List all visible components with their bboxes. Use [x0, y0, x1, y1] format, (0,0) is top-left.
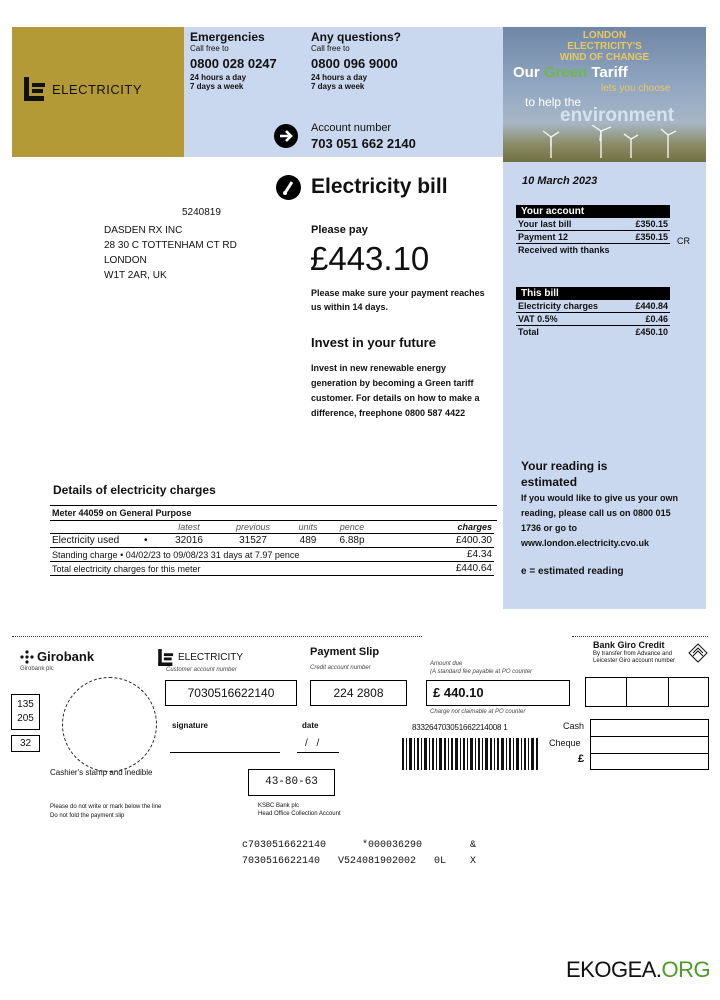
- account-label: Account number: [311, 122, 392, 134]
- reading-title: Your reading is estimated: [521, 459, 608, 489]
- cashier-stamp-area: [62, 677, 157, 772]
- reading-legend: e = estimated reading: [521, 566, 624, 577]
- this-bill-table: [516, 300, 670, 338]
- date-slashes: / /: [305, 738, 323, 749]
- account-number: 703 051 662 2140: [311, 136, 416, 151]
- giro-symbol-icon: [688, 643, 708, 663]
- this-bill-box: [516, 287, 670, 338]
- electricity-logo-icon: [24, 77, 46, 101]
- watermark: EKOGEA.ORG: [566, 957, 711, 982]
- bill-title: Electricity bill: [311, 175, 448, 198]
- payment-note: Please make sure your payment reaches us within 14 days.: [311, 288, 485, 312]
- account-row: Your last bill £350.15: [518, 219, 668, 229]
- girobank-icon: [20, 650, 34, 664]
- this-bill-title: This bill: [516, 287, 670, 300]
- questions-phone: 0800 096 9000: [311, 56, 398, 71]
- micr-line-2: 7030516622140 V524081902002 0L X: [242, 856, 477, 867]
- girobank-sub: Girobank plc: [20, 666, 54, 672]
- please-pay-label: Please pay: [311, 224, 368, 236]
- charges-row: Electricity used • 32016 31527 489 6.88p £400.30: [52, 535, 492, 546]
- date-label: date: [302, 721, 319, 730]
- account-row: Payment 12 £350.15: [518, 232, 668, 242]
- bill-row: VAT 0.5% £0.46: [518, 314, 668, 324]
- questions-days: 7 days a week: [311, 82, 365, 91]
- cash-cheque-boxes[interactable]: [590, 719, 709, 770]
- branch-code-small: 32: [11, 735, 40, 752]
- details-title: Details of electricity charges: [53, 483, 216, 497]
- payment-slip-title: Payment Slip: [310, 646, 380, 658]
- invest-title: Invest in your future: [311, 335, 436, 350]
- brand-logo: [24, 77, 142, 101]
- reading-text: If you would like to give us your own reading, please call us on 0800 015 1736 or go to www.london.electricity.cvo.uk: [521, 493, 679, 548]
- bill-icon: [276, 175, 301, 200]
- brand-name: ELECTRICITY: [52, 81, 143, 97]
- wind-turbines-icon: [503, 125, 706, 164]
- emergencies-call-free: Call free to: [190, 44, 229, 53]
- bill-row: Electricity charges £440.84: [518, 301, 668, 311]
- bank-giro-note: By transfer from Advance and Leicester Giro account number: [593, 651, 676, 664]
- details-table-block: [50, 505, 497, 576]
- customer-address: DASDEN RX INC 28 30 C TOTTENHAM CT RD LONDON W1T 2AR, UK: [104, 225, 237, 281]
- credit-account-field[interactable]: 224 2808: [310, 680, 407, 706]
- credit-marker: CR: [677, 236, 690, 246]
- date-line[interactable]: [297, 752, 339, 753]
- invest-text: Invest in new renewable energy generation by becoming a Green tariff customer. For details on how to make a difference, freephone 0800 587 4422: [311, 363, 480, 418]
- questions-hours: 24 hours a day: [311, 73, 368, 82]
- customer-acc-label: Customer account number: [166, 667, 237, 673]
- sort-code-box: 43-80-63: [248, 769, 335, 796]
- logo-block: [12, 27, 184, 157]
- tear-line: [572, 636, 708, 637]
- emergencies-title: Emergencies: [190, 30, 265, 44]
- your-account-box: [516, 205, 670, 256]
- arrow-right-icon: [274, 124, 298, 148]
- questions-title: Any questions?: [311, 30, 402, 44]
- branch-code-box: 135 205: [11, 694, 40, 730]
- signature-label: signature: [172, 721, 209, 730]
- ad-environment: environment: [560, 105, 675, 126]
- emergencies-block: [190, 30, 300, 91]
- barcode-digits: 833264703051662214008 1: [412, 723, 508, 732]
- signature-line[interactable]: [170, 752, 280, 753]
- slip-brand: ELECTRICITY: [158, 649, 243, 666]
- girobank-logo: Girobank: [20, 649, 94, 664]
- charge-note: Charge not claimable at PO counter: [430, 709, 526, 715]
- meter-line: Meter 44059 on General Purpose: [50, 506, 497, 521]
- bank-account-info: KSBC Bank plc Head Office Collection Account: [258, 803, 341, 817]
- bill-row: Total £450.10: [518, 327, 668, 337]
- micr-line-1: c7030516622140 *000036290 &: [242, 840, 477, 851]
- account-block: [311, 122, 416, 151]
- cheque-label: Cheque: [549, 738, 581, 748]
- charges-total-row: Total electricity charges for this meter £440.64: [52, 563, 492, 574]
- ad-help: to help the: [525, 95, 582, 109]
- credit-acc-label: Credit account number: [310, 665, 371, 671]
- emergencies-days: 7 days a week: [190, 82, 244, 91]
- charges-header-row: latest previous units pence charges: [50, 521, 494, 534]
- charges-table: [50, 521, 494, 576]
- giro-boxes: [585, 677, 709, 707]
- amount-due-field[interactable]: £ 440.10: [426, 680, 570, 706]
- emergencies-phone: 0800 028 0247: [190, 56, 277, 71]
- emergencies-hours: 24 hours a day: [190, 73, 247, 82]
- amount-to-pay: £443.10: [310, 240, 430, 277]
- ad-headline: LONDON ELECTRICITY'S WIND OF CHANGE: [559, 30, 650, 63]
- electricity-logo-icon: [158, 649, 174, 666]
- questions-block: [311, 30, 431, 91]
- customer-account-field[interactable]: 7030516622140: [165, 680, 297, 706]
- amount-due-label: Amount due (A standard fee payable at PO counter: [430, 661, 533, 675]
- ad-lets-choose: lets you choose: [601, 83, 671, 94]
- slip-warnings: Please do not write or mark below the line Do not fold the payment slip: [50, 804, 162, 819]
- barcode-icon: [402, 738, 540, 770]
- charges-row: Standing charge • 04/02/23 to 09/08/23 31 days at 7.97 pence £4.34: [52, 549, 492, 560]
- cashier-stamp-label: Cashier's stamp and inedible: [50, 768, 153, 777]
- pound-label: £: [578, 753, 585, 765]
- customer-ref: 5240819: [182, 207, 221, 218]
- cash-label: Cash: [563, 721, 585, 731]
- questions-call-free: Call free to: [311, 44, 350, 53]
- tear-line: [12, 636, 422, 637]
- ad-tariff-line: Our Green Tariff: [513, 64, 628, 81]
- bank-giro-title: Bank Giro Credit: [593, 640, 665, 650]
- green-tariff-ad: [503, 27, 706, 164]
- your-account-table: [516, 218, 670, 244]
- received-note: Received with thanks: [518, 245, 610, 255]
- bill-date: 10 March 2023: [522, 175, 598, 187]
- your-account-title: Your account: [516, 205, 670, 218]
